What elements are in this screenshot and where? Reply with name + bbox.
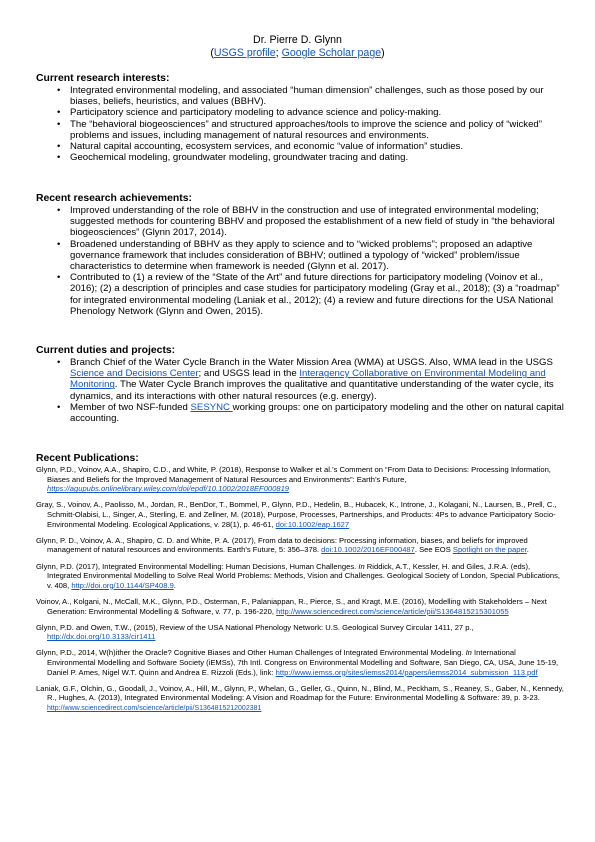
publication-link[interactable]: https://agupubs.onlinelibrary.wiley.com/doi/epdf/10.1002/2018EF000819 [47, 484, 290, 494]
publications-section [36, 453, 566, 720]
publication-item: Glynn, P.D., 2014, W(h)ither the Oracle? Cognitive Biases and Other Human Challenges of Integrated Environmental Modeling. In International Environmental Modelling and Software Society (iEMSs), 7th Intl. Congress on Environmental Modelling and Software, San Diego, CA, USA, June 15-19, Daniel P. Ames, Nigel W.T. Quinn and Andrea E. Rizzoli (Eds.), link: http://www.iemss.org/sites/iemss2014/papers/iemss2014_submission_113.pdf [36, 648, 559, 677]
publication-item: Gray, S., Voinov, A., Paolisso, M., Jordan, R., BenDor, T., Bommel, P., Glynn, P.D., Hedelin, B., Hubacek, K., Introne, J., Kolagani, N., Laursen, B., Prell, C., Schmitt-Olabisi, L., Singer, A., Sterling, E. and Zellner, M. (2018), Purpose, Processes, Partnerships, and Products: 4Ps to advance Participatory Socio-Environmental Modeling. Ecological Applications, v. 28(1), p. 46-61, doi:10.1002/eap.1627 [36, 500, 557, 529]
publications-heading: Recent Publications: [36, 453, 139, 464]
publication-item: Voinov, A., Kolgani, N., McCall, M.K., Glynn, P.D., Osterman, F., Palaniappan, R., Pierce, S., and Kragt, M.E. (2016), Modelling with Stakeholders – Next Generation: Environmental Modelling & Software, v. 77, p. 196-220, http://www.sciencedirect.com/science/article/pii/S1364815215301055 [36, 596, 547, 616]
duties-section [36, 345, 566, 424]
publication-link[interactable]: http://www.sciencedirect.com/science/article/pii/S1364815212002381 [47, 705, 262, 713]
list-item: • Contributed to (1) a review of the “State of the Art” and future directions for participatory modeling (Voinov et al., 2016); (2) a description of principles and case studies for participatory modeling (Gray et al., 2018); (3) a “roadmap” for integrated environmental modeling (Laniak et al., 2012); (4) a review and future directions for the USA National Phenology Network (Glynn and Owen, 2015). [36, 272, 566, 317]
achievements-section [36, 193, 566, 317]
publication-item: Glynn, P.D., Voinov, A.A., Shapiro, C.D., and White, P. (2018), Response to Walker et al.’s Comment on “From Data to Decisions: Processing Information, Biases and Beliefs for the Improved Management of Natural Resources and Environments”: Earth’s Future, https://agupubs.onlinelibrary.wiley.com/doi/epdf/10.1002/2018EF000819 [36, 465, 551, 494]
science-decisions-center-link[interactable]: Science and Decisions Center [70, 368, 199, 380]
publication-link[interactable]: doi:10.1002/eap.1627 [275, 519, 350, 529]
list-item: • Improved understanding of the role of BBHV in the construction and use of integrated environmental modeling; suggested methods for countering BBHV and proposed the establishment of a new field of study in “the behavioral biogeosciences” (Glynn 2017, 2014). [36, 205, 566, 239]
list-item: • Geochemical modeling, groundwater modeling, groundwater tracing and dating. [36, 152, 566, 163]
list-item: • Participatory science and participatory modeling to advance science and policy-making. [36, 107, 566, 118]
list-item: • Natural capital accounting, ecosystem services, and economic “value of information” studies. [36, 141, 566, 152]
duties-list [36, 357, 566, 424]
publication-item: Glynn, P.D. (2017), Integrated Environmental Modelling: Human Decisions, Human Challenges. In Riddick, A.T., Kessler, H. and Giles, J.R.A. (eds), Integrated Environmental Modelling to Solve Real World Problems: Methods, Vision and Challenges. Geological Society of London, Special Publications, v. 408, http://doi.org/10.1144/SP408.9. [36, 561, 561, 590]
publication-link[interactable]: http://www.iemss.org/sites/iemss2014/papers/iemss2014_submission_113.pdf [275, 667, 538, 677]
list-item: • The “behavioral biogeosciences” and structured approaches/tools to improve the science and policy of “wicked” problems and issues, including management of natural resources and environments. [36, 119, 566, 141]
page-header [0, 34, 595, 60]
list-item: • Broadened understanding of BBHV as they apply to science and to “wicked problems”; proposed an adaptive governance framework that includes consideration of BBHV; outlined a typology of “wicked” problem/issue characteristics to determine when framework is needed (Glynn et al. 2017). [36, 239, 566, 273]
publication-link[interactable]: http://dx.doi.org/10.3133/cir1411 [47, 632, 156, 642]
research-interests-heading: Current research interests: [36, 73, 170, 84]
publication-link[interactable]: http://doi.org/10.1144/SP408.9 [71, 580, 174, 590]
publication-item: Glynn, P. D., Voinov, A. A., Shapiro, C. D. and White, P. A. (2017), From data to decisions: Processing information, biases, and beliefs for improved management of natural resources and environments. Earth's Future, 5: 356–378. doi:10.1002/2016EF000487. See EOS Spotlight on the paper. [36, 535, 529, 555]
research-interests-section [36, 73, 566, 163]
list-item: • Member of two NSF-funded SESYNC working groups: one on participatory modeling and the other on natural capital accounting. [36, 402, 566, 424]
interagency-collaborative-link[interactable]: Interagency Collaborative on Environmental Modeling and Monitoring [70, 368, 546, 391]
eos-spotlight-link[interactable]: Spotlight on the paper [452, 545, 527, 555]
publication-link[interactable]: http://www.sciencedirect.com/science/article/pii/S1364815215301055 [276, 606, 509, 616]
publication-item: Laniak, G.F., Olchin, G., Goodall, J., Voinov, A., Hill, M., Glynn, P., Whelan, G., Geller, G., Quinn, N., Blind, M., Peckham, S., Reaney, S., Gaber, N., Kennedy, R., Hughes, A. (2013), Integrated Environmental Modeling: A Vision and Roadmap for the Future: Environmental Modelling & Software: 39, p. 3-23. http://www.sciencedirect.com/science/article/pii/S1364815212002381 [36, 683, 564, 713]
author-name: Dr. Pierre D. Glynn [253, 34, 342, 46]
usgs-profile-link[interactable]: USGS profile [213, 47, 276, 59]
publication-link[interactable]: doi:10.1002/2016EF000487 [321, 545, 415, 555]
research-interests-list [36, 85, 566, 163]
profile-links: (USGS profile; Google Scholar page) [210, 47, 385, 59]
list-item: • Integrated environmental modeling, and associated “human dimension” challenges, such as those posed by our biases, beliefs, heuristics, and values (BBHV). [36, 85, 566, 107]
achievements-list [36, 205, 566, 317]
duties-heading: Current duties and projects: [36, 345, 176, 356]
achievements-heading: Recent research achievements: [36, 193, 192, 204]
list-item: • Branch Chief of the Water Cycle Branch in the Water Mission Area (WMA) at USGS. Also, WMA lead in the USGS Science and Decisions Center; and USGS lead in the Interagency Collaborative on Environmental Modeling and Monitoring. The Water Cycle Branch improves the qualitative and quantitative understanding of the water cycle, its dynamics, and its interactions with other natural resources (e.g. energy). [36, 357, 566, 402]
google-scholar-link[interactable]: Google Scholar page [281, 47, 382, 59]
sesync-link[interactable]: SESYNC [190, 401, 233, 413]
publication-item: Glynn, P.D. and Owen, T.W., (2015), Review of the USA National Phenology Network: U.S. Geological Survey Circular 1411, 27 p., http://dx.doi.org/10.3133/cir1411 [36, 622, 474, 642]
